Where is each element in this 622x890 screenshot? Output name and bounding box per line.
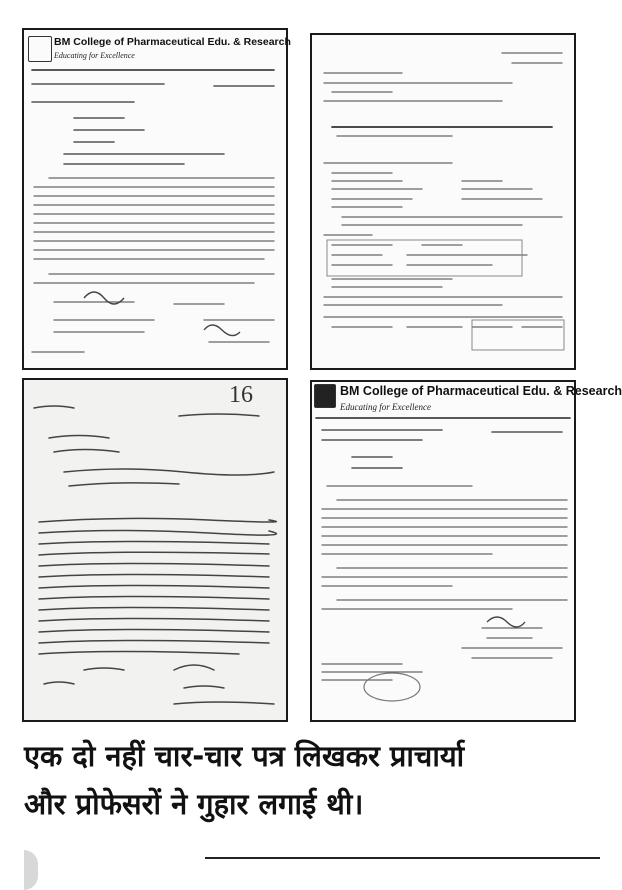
caption-line-1: एक दो नहीं चार-चार पत्र लिखकर प्राचार्या bbox=[24, 739, 465, 773]
letterhead-tagline: Educating for Excellence bbox=[340, 402, 431, 412]
thumb-shadow bbox=[24, 850, 38, 890]
letterhead-tagline: Educating for Excellence bbox=[54, 51, 135, 60]
photo-caption bbox=[24, 732, 584, 828]
letter-text-lines bbox=[312, 382, 574, 720]
letterhead-title: BM College of Pharmaceutical Edu. & Research bbox=[340, 384, 622, 398]
letter-text-lines bbox=[312, 35, 574, 368]
letter-2 bbox=[310, 33, 576, 370]
letter-1 bbox=[22, 28, 291, 370]
letter-text-lines bbox=[24, 30, 286, 368]
caption-line-2: और प्रोफेसरों ने गुहार लगाई थी। bbox=[24, 787, 364, 821]
handwriting-lines bbox=[24, 380, 286, 720]
letter-4 bbox=[310, 380, 622, 722]
bottom-rule bbox=[205, 857, 600, 859]
handwritten-letter bbox=[22, 378, 288, 722]
letter-number: 16 bbox=[229, 382, 253, 408]
letterhead-title: BM College of Pharmaceutical Edu. & Research bbox=[54, 36, 291, 48]
